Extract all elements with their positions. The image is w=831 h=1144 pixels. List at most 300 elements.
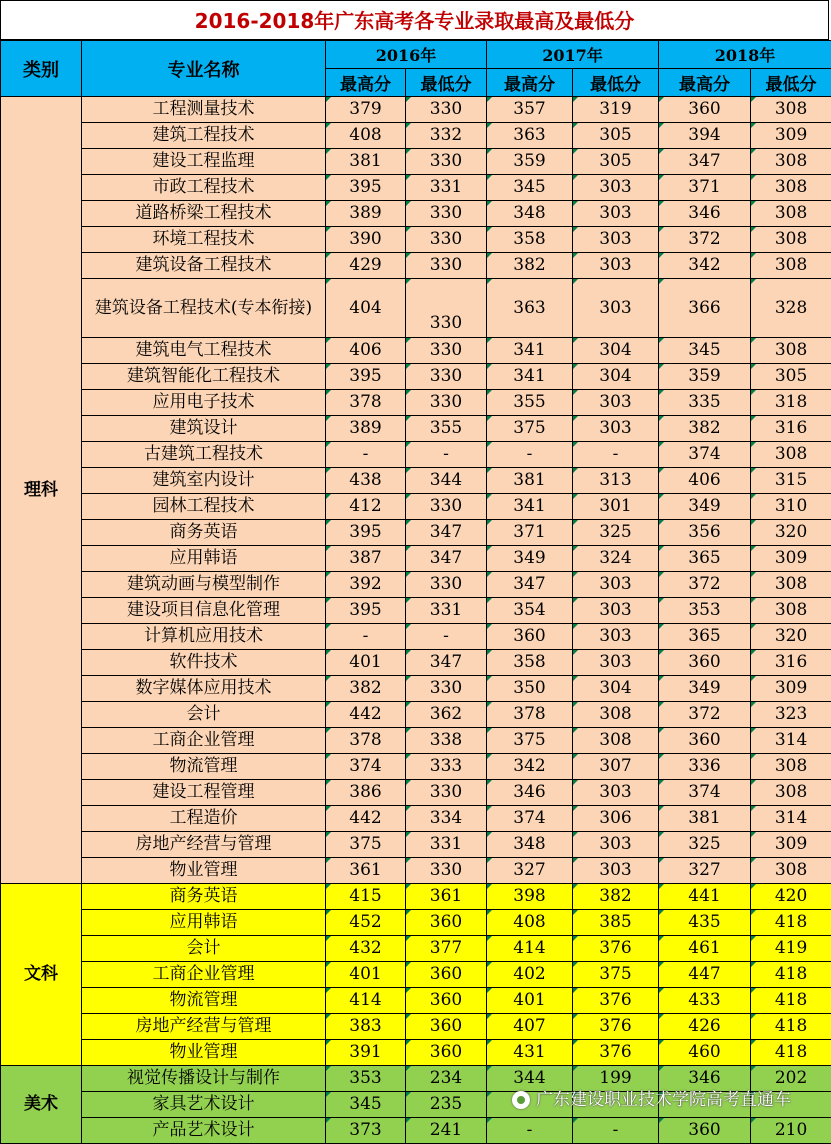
max-score-cell: 395 [326,175,406,201]
min-score-cell: - [406,442,487,468]
min-score-cell: 309 [751,676,831,702]
max-score-cell: 349 [659,676,751,702]
max-score-cell: 341 [487,338,573,364]
min-score-cell: 309 [751,546,831,572]
max-score-cell: 345 [326,1092,406,1118]
max-score-cell: 355 [487,390,573,416]
min-score-cell: 330 [406,572,487,598]
max-score-cell: 342 [659,253,751,279]
max-score-cell: 431 [487,1040,573,1066]
max-score-cell: 359 [659,364,751,390]
major-name-cell: 建设项目信息化管理 [82,598,326,624]
min-score-cell: 330 [406,338,487,364]
table-row [1,149,831,175]
max-score-cell: 358 [487,227,573,253]
table-row [1,338,831,364]
min-score-cell: 338 [406,728,487,754]
min-score-cell: 376 [573,936,659,962]
category-cell: 文科 [1,884,82,1066]
max-score-cell: 327 [659,858,751,884]
max-score-cell: 336 [659,754,751,780]
max-score-cell: 438 [326,468,406,494]
min-score-cell: 333 [406,754,487,780]
min-score-cell: 199 [573,1066,659,1092]
min-score-cell: 418 [751,988,831,1014]
table-row [1,279,831,338]
max-score-cell: 346 [487,780,573,806]
min-score-cell: 308 [751,442,831,468]
table-row [1,364,831,390]
max-score-cell: - [326,442,406,468]
min-score-cell: 308 [751,572,831,598]
max-score-cell: 374 [487,806,573,832]
max-score-cell: 382 [659,416,751,442]
year-header-2016: 2016年 [326,41,487,69]
min-score-cell: 360 [406,962,487,988]
min-score-cell: 330 [406,279,487,338]
min-score-cell: 376 [573,1040,659,1066]
min-score-cell: 308 [751,175,831,201]
watermark [512,1085,812,1113]
max-score-cell: 452 [326,910,406,936]
major-name-cell: 建设工程监理 [82,149,326,175]
min-score-cell: 320 [751,624,831,650]
major-name-cell: 工商企业管理 [82,962,326,988]
max-score-cell: 406 [659,468,751,494]
table-row [1,572,831,598]
major-name-cell: 商务英语 [82,520,326,546]
min-score-cell: 303 [573,416,659,442]
max-score-cell: 350 [487,676,573,702]
category-cell: 理科 [1,97,82,884]
min-score-cell: 303 [573,598,659,624]
max-score-cell: 382 [326,676,406,702]
max-score-cell: 374 [326,754,406,780]
max-score-cell: 347 [659,149,751,175]
min-score-cell: 234 [406,1066,487,1092]
max-score-cell: 378 [487,702,573,728]
max-score-cell: 429 [326,253,406,279]
min-score-cell: 310 [751,494,831,520]
major-name-cell: 物流管理 [82,988,326,1014]
min-score-cell: 308 [751,97,831,123]
min-score-cell: 376 [573,1014,659,1040]
min-score-cell: 303 [573,279,659,338]
table-row [1,390,831,416]
min-score-cell: 330 [406,227,487,253]
max-score-cell: 394 [659,123,751,149]
min-score-cell: 375 [573,962,659,988]
table-row [1,598,831,624]
max-score-cell: 363 [487,279,573,338]
min-score-cell: 316 [751,416,831,442]
table-row [1,754,831,780]
max-score-cell: 349 [487,546,573,572]
table-row [1,728,831,754]
min-score-cell: 304 [573,338,659,364]
major-name-cell: 建筑工程技术 [82,123,326,149]
max-score-cell: 360 [659,728,751,754]
major-name-cell: 园林工程技术 [82,494,326,520]
max-score-cell: 379 [326,97,406,123]
major-name-cell: 建设工程管理 [82,780,326,806]
min-score-cell: 330 [406,858,487,884]
min-score-cell: 303 [573,253,659,279]
min-score-cell: 303 [573,227,659,253]
max-score-cell: 345 [659,338,751,364]
min-score-header: 最低分 [406,69,487,97]
max-score-cell: 395 [326,364,406,390]
min-score-cell: 418 [751,962,831,988]
table-title: 2016-2018年广东高考各专业录取最高及最低分 [0,0,829,40]
max-score-cell: 392 [326,572,406,598]
min-score-cell: 361 [406,884,487,910]
min-score-cell: 308 [751,338,831,364]
table-row [1,442,831,468]
max-score-cell: 381 [487,468,573,494]
min-score-cell: 303 [573,858,659,884]
min-score-cell: 355 [406,416,487,442]
min-score-cell: 303 [573,624,659,650]
table-row [1,520,831,546]
max-score-cell: 353 [326,1066,406,1092]
min-score-cell: 304 [573,676,659,702]
min-score-cell: 308 [751,201,831,227]
major-name-cell: 会计 [82,936,326,962]
table-row [1,988,831,1014]
min-score-cell: 324 [573,546,659,572]
min-score-cell: 303 [573,650,659,676]
max-score-cell: 401 [326,962,406,988]
watermark-text: 广东建设职业技术学院高考直通车 [536,1090,791,1110]
min-score-cell: 308 [751,754,831,780]
table-row [1,936,831,962]
min-score-cell: 303 [573,175,659,201]
max-score-header: 最高分 [659,69,751,97]
major-name-cell: 会计 [82,702,326,728]
min-score-cell: 418 [751,910,831,936]
major-name-cell: 古建筑工程技术 [82,442,326,468]
max-score-cell: 383 [326,1014,406,1040]
max-score-cell: 401 [326,650,406,676]
max-score-cell: 378 [326,728,406,754]
min-score-cell: 330 [406,253,487,279]
major-name-cell: 物业管理 [82,1040,326,1066]
max-score-cell: 381 [326,149,406,175]
min-score-cell: 347 [406,546,487,572]
max-score-cell: 432 [326,936,406,962]
min-score-cell: - [406,624,487,650]
max-score-cell: 349 [659,494,751,520]
max-score-cell: 442 [326,702,406,728]
max-score-cell: 366 [659,279,751,338]
min-score-cell: 419 [751,936,831,962]
max-score-cell: 375 [326,832,406,858]
major-name-cell: 工程造价 [82,806,326,832]
min-score-cell: 376 [573,988,659,1014]
max-score-cell: 374 [659,442,751,468]
max-score-cell: 402 [487,962,573,988]
max-score-cell: 360 [487,624,573,650]
major-name-cell: 建筑动画与模型制作 [82,572,326,598]
max-score-header: 最高分 [326,69,406,97]
min-score-cell: 330 [406,364,487,390]
major-name-cell: 数字媒体应用技术 [82,676,326,702]
max-score-cell: 342 [487,754,573,780]
year-header-2017: 2017年 [487,41,659,69]
table-row [1,962,831,988]
max-score-cell: 365 [659,546,751,572]
table-row [1,97,831,123]
major-name-cell: 环境工程技术 [82,227,326,253]
max-score-cell: 358 [487,650,573,676]
major-name-cell: 建筑设备工程技术(专本衔接) [82,279,326,338]
major-header: 专业名称 [82,41,326,97]
max-score-cell: 387 [326,546,406,572]
major-name-cell: 道路桥梁工程技术 [82,201,326,227]
min-score-cell: 330 [406,676,487,702]
max-score-cell: 407 [487,1014,573,1040]
max-score-cell: 375 [487,416,573,442]
min-score-cell: 385 [573,910,659,936]
min-score-cell: 330 [406,149,487,175]
max-score-cell: 371 [659,175,751,201]
min-score-cell: 331 [406,598,487,624]
major-name-cell: 建筑室内设计 [82,468,326,494]
min-score-cell: 308 [751,253,831,279]
max-score-cell: 378 [326,390,406,416]
max-score-cell: 361 [326,858,406,884]
max-score-cell: 373 [326,1118,406,1144]
min-score-cell: 323 [751,702,831,728]
min-score-cell: - [573,442,659,468]
table-row [1,123,831,149]
min-score-cell: 303 [573,390,659,416]
min-score-cell: 420 [751,884,831,910]
min-score-cell: 305 [573,149,659,175]
major-name-cell: 应用电子技术 [82,390,326,416]
min-score-cell: 332 [406,123,487,149]
table-row [1,858,831,884]
max-score-cell: 325 [659,832,751,858]
max-score-cell: 395 [326,598,406,624]
max-score-cell: 415 [326,884,406,910]
max-score-cell: 382 [487,253,573,279]
max-score-cell: 371 [487,520,573,546]
max-score-cell: 345 [487,175,573,201]
max-score-cell: 441 [659,884,751,910]
wechat-icon [512,1091,530,1109]
max-score-cell: 360 [659,97,751,123]
min-score-cell: 303 [573,832,659,858]
max-score-cell: 357 [487,97,573,123]
min-score-cell: 330 [406,390,487,416]
min-score-cell: 308 [751,227,831,253]
max-score-cell: - [487,442,573,468]
max-score-cell: 341 [487,364,573,390]
max-score-cell: 360 [659,1118,751,1144]
min-score-cell: 315 [751,468,831,494]
min-score-cell: 305 [573,123,659,149]
major-name-cell: 房地产经营与管理 [82,1014,326,1040]
table-row [1,832,831,858]
max-score-cell: 461 [659,936,751,962]
min-score-cell: 314 [751,806,831,832]
major-name-cell: 物业管理 [82,858,326,884]
min-score-cell: 320 [751,520,831,546]
min-score-cell: - [573,1118,659,1144]
major-name-cell: 建筑设备工程技术 [82,253,326,279]
max-score-cell: 460 [659,1040,751,1066]
max-score-cell: 395 [326,520,406,546]
major-name-cell: 软件技术 [82,650,326,676]
max-score-cell: 348 [487,201,573,227]
max-score-cell: 389 [326,201,406,227]
table-row [1,910,831,936]
min-score-cell: 303 [573,780,659,806]
min-score-cell: 360 [406,1014,487,1040]
min-score-cell: 330 [406,494,487,520]
min-score-cell: 308 [751,858,831,884]
min-score-cell: 347 [406,650,487,676]
max-score-cell: - [487,1118,573,1144]
max-score-cell: 365 [659,624,751,650]
min-score-cell: 308 [573,702,659,728]
max-score-cell: 363 [487,123,573,149]
major-name-cell: 家具艺术设计 [82,1092,326,1118]
max-score-cell: 354 [487,598,573,624]
major-name-cell: 视觉传播设计与制作 [82,1066,326,1092]
max-score-cell: 390 [326,227,406,253]
major-name-cell: 应用韩语 [82,910,326,936]
table-row [1,650,831,676]
table-row [1,468,831,494]
min-score-cell: 328 [751,279,831,338]
max-score-cell: 412 [326,494,406,520]
major-name-cell: 建筑电气工程技术 [82,338,326,364]
min-score-header: 最低分 [751,69,831,97]
min-score-cell: 360 [406,910,487,936]
min-score-cell: 309 [751,832,831,858]
major-name-cell: 建筑智能化工程技术 [82,364,326,390]
category-header: 类别 [1,41,82,97]
min-score-cell: 313 [573,468,659,494]
min-score-header: 最低分 [573,69,659,97]
min-score-cell: 306 [573,806,659,832]
table-row [1,1040,831,1066]
table-row [1,624,831,650]
min-score-cell: 377 [406,936,487,962]
min-score-cell: 334 [406,806,487,832]
min-score-cell: 382 [573,884,659,910]
min-score-cell: 362 [406,702,487,728]
min-score-cell: 301 [573,494,659,520]
max-score-cell: 435 [659,910,751,936]
max-score-cell: - [326,624,406,650]
major-name-cell: 商务英语 [82,884,326,910]
major-name-cell: 市政工程技术 [82,175,326,201]
major-name-cell: 应用韩语 [82,546,326,572]
min-score-cell: 325 [573,520,659,546]
table-row [1,494,831,520]
major-name-cell: 工商企业管理 [82,728,326,754]
min-score-cell: 318 [751,390,831,416]
min-score-cell: 303 [573,572,659,598]
min-score-cell: 210 [751,1118,831,1144]
min-score-cell: 330 [406,97,487,123]
max-score-cell: 408 [487,910,573,936]
table-row [1,416,831,442]
table-row [1,780,831,806]
max-score-cell: 359 [487,149,573,175]
min-score-cell: 235 [406,1092,487,1118]
table-row [1,884,831,910]
max-score-cell: 374 [659,780,751,806]
max-score-cell: 442 [326,806,406,832]
max-score-cell: 433 [659,988,751,1014]
max-score-cell: 406 [326,338,406,364]
max-score-cell: 335 [659,390,751,416]
table-row [1,175,831,201]
max-score-cell: 408 [326,123,406,149]
min-score-cell: 418 [751,1014,831,1040]
table-row [1,227,831,253]
max-score-cell: 386 [326,780,406,806]
major-name-cell: 工程测量技术 [82,97,326,123]
max-score-cell: 414 [487,936,573,962]
min-score-cell: 303 [573,201,659,227]
year-header-2018: 2018年 [659,41,831,69]
score-table [0,40,831,1144]
max-score-cell: 327 [487,858,573,884]
max-score-cell: 346 [659,201,751,227]
max-score-cell: 404 [326,279,406,338]
min-score-cell: 308 [751,149,831,175]
max-score-cell: 381 [659,806,751,832]
min-score-cell: 316 [751,650,831,676]
min-score-cell: 308 [751,598,831,624]
table-row [1,676,831,702]
max-score-cell: 401 [487,988,573,1014]
min-score-cell: 330 [406,780,487,806]
min-score-cell: 304 [573,364,659,390]
max-score-cell: 426 [659,1014,751,1040]
major-name-cell: 产品艺术设计 [82,1118,326,1144]
major-name-cell: 物流管理 [82,754,326,780]
major-name-cell: 计算机应用技术 [82,624,326,650]
min-score-cell: 314 [751,728,831,754]
max-score-cell: 353 [659,598,751,624]
max-score-cell: 347 [487,572,573,598]
max-score-header: 最高分 [487,69,573,97]
min-score-cell: 330 [406,201,487,227]
max-score-cell: 360 [659,650,751,676]
max-score-cell: 356 [659,520,751,546]
major-name-cell: 房地产经营与管理 [82,832,326,858]
min-score-cell: 319 [573,97,659,123]
min-score-cell: 331 [406,832,487,858]
table-row [1,1118,831,1144]
max-score-cell: 372 [659,572,751,598]
max-score-cell: 447 [659,962,751,988]
table-row [1,806,831,832]
min-score-cell: 418 [751,1040,831,1066]
table-row [1,546,831,572]
min-score-cell: 360 [406,1040,487,1066]
max-score-cell: 389 [326,416,406,442]
major-name-cell: 建筑设计 [82,416,326,442]
max-score-cell: 348 [487,832,573,858]
